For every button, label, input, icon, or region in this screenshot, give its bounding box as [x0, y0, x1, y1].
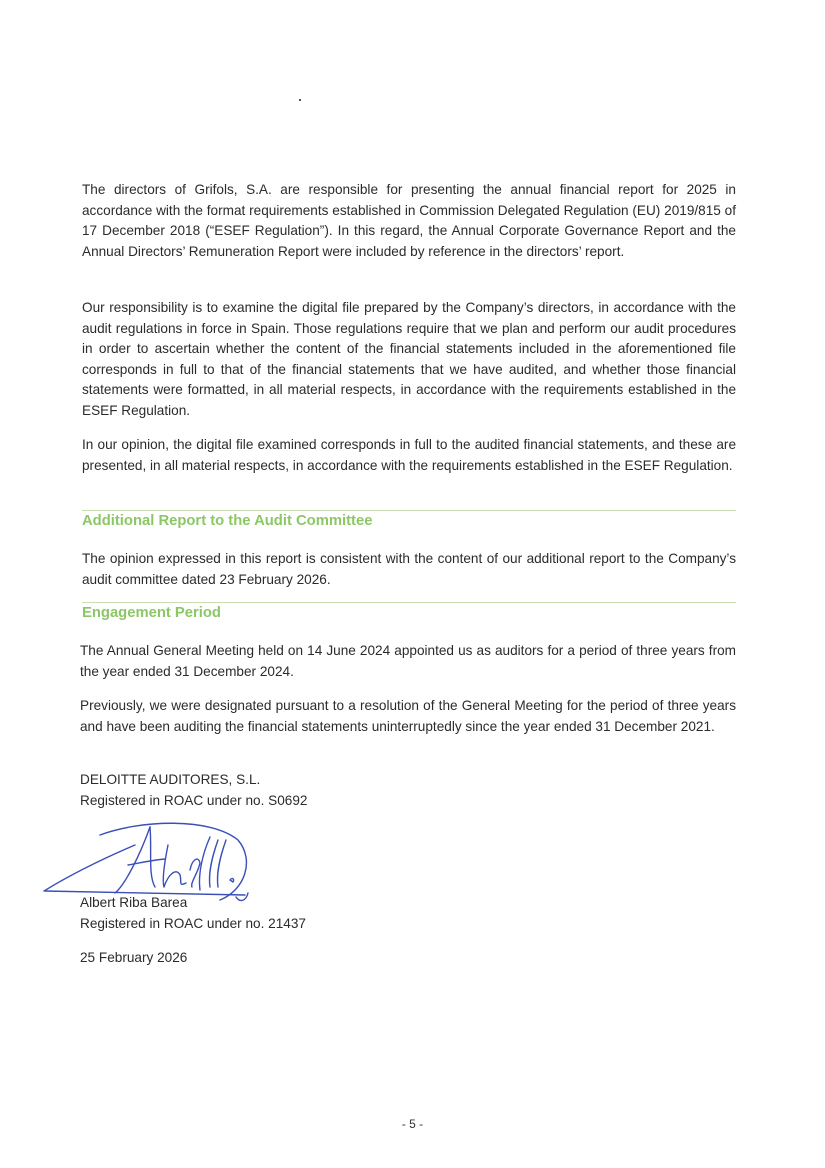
- opinion-paragraph: In our opinion, the digital file examined corresponds in full to the audited financial statements, and these are presented, in all material respects, in accordance with the requirements established in the ESEF Regulation.: [82, 437, 736, 473]
- signatory-name: Albert Riba Barea: [80, 895, 188, 910]
- auditor-responsibility-paragraph: Our responsibility is to examine the digital file prepared by the Company’s directors, in accordance with the audit regulations in force in Spain. Those regulations require that we plan and perform our audit procedures in order to ascertain whether the content of the financial statements included in the aforementioned file corresponds in full to that of the financial statements that we have audited, and whether those financial statements were formatted, in all material respects, in accordance with the requirements established in the ESEF Regulation.: [82, 300, 736, 418]
- firm-name: DELOITTE AUDITORES, S.L.: [80, 772, 261, 787]
- section-divider: [82, 510, 736, 511]
- page-number: - 5 -: [401, 1117, 424, 1131]
- section-heading-additional-report: Additional Report to the Audit Committee: [82, 513, 373, 529]
- firm-registration: Registered in ROAC under no. S0692: [80, 793, 308, 808]
- previous-designation-paragraph: Previously, we were designated pursuant to a resolution of the General Meeting for the period of three years and have been auditing the financial statements uninterruptedly since the year ended 31 December 2021.: [80, 698, 736, 734]
- stray-mark: [299, 99, 301, 101]
- report-date: 25 February 2026: [80, 950, 188, 965]
- additional-report-paragraph: The opinion expressed in this report is consistent with the content of our additional report to the Company’s audit committee dated 23 February 2026.: [82, 551, 736, 587]
- section-divider: [82, 602, 736, 603]
- signatory-registration: Registered in ROAC under no. 21437: [80, 916, 306, 931]
- section-heading-engagement-period: Engagement Period: [82, 605, 221, 621]
- directors-responsibility-paragraph: The directors of Grifols, S.A. are responsible for presenting the annual financial report for 2025 in accordance with the format requirements established in Commission Delegated Regulation (EU) 2019/815 of 17 December 2018 (“ESEF Regulation”). In this regard, the Annual Corporate Governance Report and the Annual Directors’ Remuneration Report were included by reference in the directors’ report.: [82, 182, 736, 259]
- engagement-period-paragraph: The Annual General Meeting held on 14 June 2024 appointed us as auditors for a period of three years from the year ended 31 December 2024.: [80, 643, 736, 679]
